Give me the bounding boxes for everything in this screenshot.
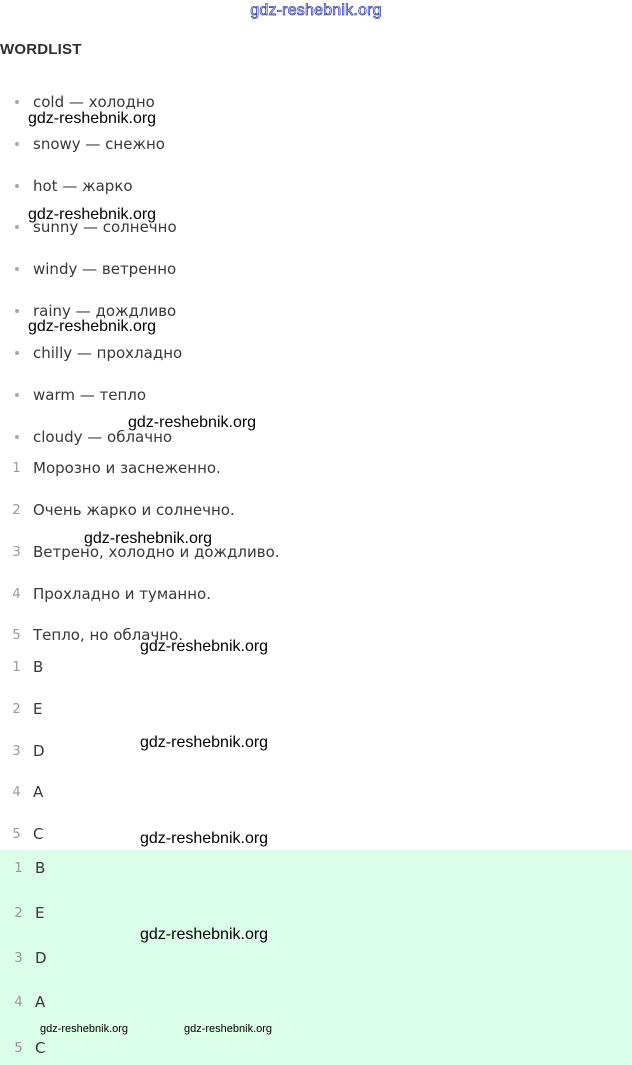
list-item: 2 E <box>0 698 42 720</box>
list-item: 4 Прохладно и туманно. <box>0 583 211 605</box>
list-item: 4 A <box>2 991 45 1013</box>
item-number: 1 <box>12 659 21 675</box>
list-item: chilly — прохладно <box>0 342 182 364</box>
item-number: 2 <box>12 701 21 717</box>
list-item: 5 Тепло, но облачно. <box>0 624 183 646</box>
list-item: 3 D <box>2 947 47 969</box>
item-number: 4 <box>12 784 21 800</box>
header-watermark: gdz-reshebnik.org <box>250 2 382 19</box>
list-item: 1 B <box>0 656 43 678</box>
watermark: gdz-reshebnik.org <box>140 638 269 655</box>
item-number: 5 <box>14 1040 23 1056</box>
list-item: sunny — солнечно <box>0 216 177 238</box>
watermark: gdz-reshebnik.org <box>140 830 269 847</box>
list-item: cloudy — облачно <box>0 426 172 448</box>
list-item: windy — ветренно <box>0 258 176 280</box>
list-item: hot — жарко <box>0 175 133 197</box>
bullet-icon <box>0 142 33 146</box>
list-item: 1 B <box>2 857 45 879</box>
list-item: 2 Очень жарко и солнечно. <box>0 499 235 521</box>
bullet-icon <box>0 225 33 229</box>
list-item: 2 E <box>2 902 44 924</box>
watermark: gdz-reshebnik.org <box>28 206 157 223</box>
watermark: gdz-reshebnik.org <box>28 110 157 127</box>
list-item: 3 D <box>0 740 45 762</box>
list-item: snowy — снежно <box>0 133 165 155</box>
page-title: WORDLIST <box>0 41 82 58</box>
item-number: 4 <box>12 586 21 602</box>
bullet-icon <box>0 100 33 104</box>
watermark: gdz-reshebnik.org <box>140 734 269 751</box>
bullet-icon <box>0 184 33 188</box>
list-item: rainy — дождливо <box>0 300 176 322</box>
watermark: gdz-reshebnik.org <box>40 1023 129 1035</box>
bullet-icon <box>0 393 33 397</box>
item-number: 3 <box>12 544 21 560</box>
item-number: 1 <box>12 460 21 476</box>
bullet-icon <box>0 267 33 271</box>
item-number: 2 <box>14 905 23 921</box>
item-number: 2 <box>12 502 21 518</box>
item-number: 3 <box>12 743 21 759</box>
bullet-icon <box>0 351 33 355</box>
item-number: 3 <box>14 950 23 966</box>
watermark: gdz-reshebnik.org <box>128 414 257 431</box>
item-number: 4 <box>14 994 23 1010</box>
list-item: 3 Ветрено, холодно и дождливо. <box>0 541 280 563</box>
list-item: warm — тепло <box>0 384 146 406</box>
list-item: 1 Морозно и заснеженно. <box>0 457 221 479</box>
list-item: cold — холодно <box>0 91 155 113</box>
watermark: gdz-reshebnik.org <box>84 530 213 547</box>
watermark: gdz-reshebnik.org <box>28 318 157 335</box>
bullet-icon <box>0 435 33 439</box>
list-item: 4 A <box>0 781 43 803</box>
bullet-icon <box>0 309 33 313</box>
item-number: 5 <box>12 826 21 842</box>
watermark: gdz-reshebnik.org <box>140 926 269 943</box>
list-item: 5 C <box>2 1037 45 1059</box>
item-number: 1 <box>14 860 23 876</box>
watermark: gdz-reshebnik.org <box>184 1023 273 1035</box>
list-item: 5 C <box>0 823 43 845</box>
item-number: 5 <box>12 627 21 643</box>
